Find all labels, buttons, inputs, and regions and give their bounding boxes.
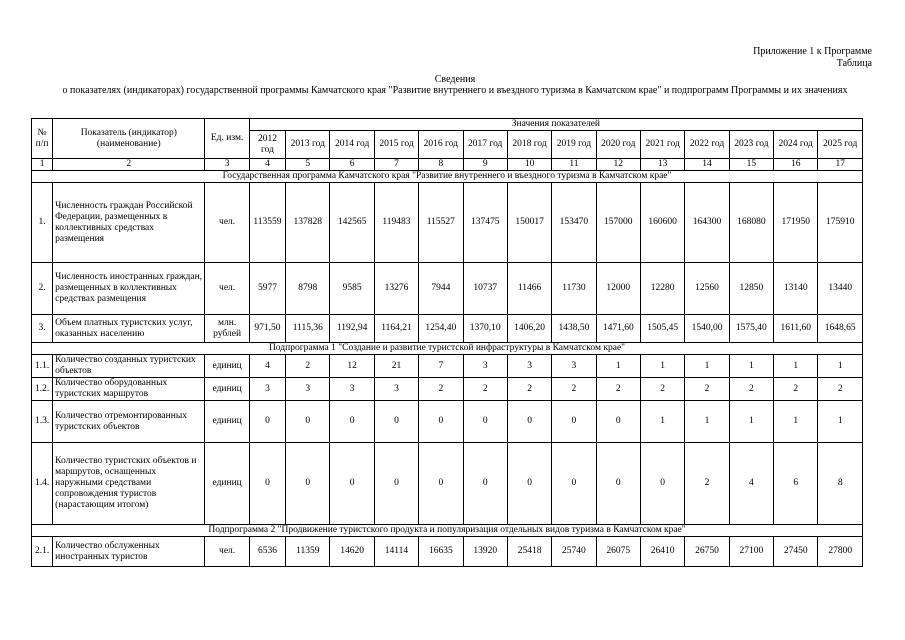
row-value: 1648,65 <box>818 315 863 343</box>
row-value: 12000 <box>596 263 640 315</box>
row-value: 16635 <box>419 537 463 567</box>
row-value: 12 <box>330 355 374 378</box>
row-value: 12280 <box>640 263 684 315</box>
row-value: 0 <box>374 443 418 525</box>
row-value: 12560 <box>685 263 729 315</box>
row-value: 21 <box>374 355 418 378</box>
row-num: 1.1. <box>32 355 53 378</box>
row-value: 2 <box>463 378 507 401</box>
row-value: 171950 <box>774 183 818 263</box>
row-value: 0 <box>507 443 551 525</box>
row-value: 27100 <box>729 537 773 567</box>
row-value: 1115,36 <box>286 315 330 343</box>
row-value: 3 <box>552 355 596 378</box>
row-value: 1 <box>596 355 640 378</box>
row-value: 150017 <box>507 183 551 263</box>
row-value: 1611,60 <box>774 315 818 343</box>
row-value: 2 <box>774 378 818 401</box>
table-row <box>32 401 863 443</box>
row-value: 0 <box>374 401 418 443</box>
row-value: 2 <box>818 378 863 401</box>
document-header <box>753 46 872 70</box>
header-row <box>32 119 863 131</box>
row-value: 0 <box>463 443 507 525</box>
table-row <box>32 537 863 567</box>
header-year: 2020 год <box>596 131 640 159</box>
row-indicator-name: Количество обслуженных иностранных туристов <box>53 537 205 567</box>
row-value: 1254,40 <box>419 315 463 343</box>
section-row <box>32 343 863 355</box>
row-num: 1. <box>32 183 53 263</box>
row-indicator-name: Количество отремонтированных туристских объектов <box>53 401 205 443</box>
row-value: 0 <box>249 401 285 443</box>
row-value: 1406,20 <box>507 315 551 343</box>
row-value: 14620 <box>330 537 374 567</box>
row-num: 1.4. <box>32 443 53 525</box>
row-num: 3. <box>32 315 53 343</box>
row-value: 4 <box>249 355 285 378</box>
row-value: 9585 <box>330 263 374 315</box>
column-number: 12 <box>596 159 640 171</box>
column-number: 16 <box>774 159 818 171</box>
row-value: 1438,50 <box>552 315 596 343</box>
header-year: 2016 год <box>419 131 463 159</box>
row-value: 1471,60 <box>596 315 640 343</box>
section-row <box>32 171 863 183</box>
row-num: 2. <box>32 263 53 315</box>
row-indicator-name: Численность граждан Российской Федерации, размещенных в коллективных средствах размещения <box>53 183 205 263</box>
table-row <box>32 443 863 525</box>
row-value: 14114 <box>374 537 418 567</box>
row-value: 1540,00 <box>685 315 729 343</box>
row-value: 1 <box>685 401 729 443</box>
row-value: 1 <box>774 401 818 443</box>
row-unit: единиц <box>205 378 249 401</box>
header-year: 2012 год <box>249 131 285 159</box>
row-value: 26750 <box>685 537 729 567</box>
row-indicator-name: Количество оборудованных туристских маршрутов <box>53 378 205 401</box>
row-value: 0 <box>286 443 330 525</box>
row-value: 0 <box>596 443 640 525</box>
column-number: 5 <box>286 159 330 171</box>
row-value: 1 <box>640 401 684 443</box>
table-row <box>32 355 863 378</box>
row-value: 142565 <box>330 183 374 263</box>
row-value: 6 <box>774 443 818 525</box>
row-indicator-name: Численность иностранных граждан, размещенных в коллективных средствах размещения <box>53 263 205 315</box>
row-value: 3 <box>249 378 285 401</box>
row-value: 0 <box>552 443 596 525</box>
row-value: 1164,21 <box>374 315 418 343</box>
column-number: 17 <box>818 159 863 171</box>
table-row <box>32 315 863 343</box>
header-year: 2022 год <box>685 131 729 159</box>
section-title: Подпрограмма 1 "Создание и развитие туристской инфраструктуры в Камчатском крае" <box>32 343 863 355</box>
row-value: 13140 <box>774 263 818 315</box>
row-value: 3 <box>507 355 551 378</box>
row-unit: единиц <box>205 401 249 443</box>
row-value: 25418 <box>507 537 551 567</box>
row-value: 2 <box>685 378 729 401</box>
row-value: 119483 <box>374 183 418 263</box>
row-value: 3 <box>463 355 507 378</box>
row-value: 1 <box>685 355 729 378</box>
caption-title: Сведения <box>434 74 476 85</box>
row-value: 12850 <box>729 263 773 315</box>
row-indicator-name: Объем платных туристских услуг, оказанных населению <box>53 315 205 343</box>
row-value: 11359 <box>286 537 330 567</box>
row-value: 157000 <box>596 183 640 263</box>
row-value: 13440 <box>818 263 863 315</box>
row-value: 1 <box>729 355 773 378</box>
row-unit: чел. <box>205 183 249 263</box>
row-value: 2 <box>507 378 551 401</box>
row-value: 0 <box>463 401 507 443</box>
table-row <box>32 183 863 263</box>
section-title: Государственная программа Камчатского края "Развитие внутреннего и въездного туризма в Камчатском крае" <box>32 171 863 183</box>
row-value: 1 <box>729 401 773 443</box>
row-value: 113559 <box>249 183 285 263</box>
column-numbers-row <box>32 159 863 171</box>
table-row <box>32 378 863 401</box>
row-unit: единиц <box>205 443 249 525</box>
column-number: 15 <box>729 159 773 171</box>
section-title: Подпрограмма 2 "Продвижение туристского продукта и популяризация отдельных видов туризма в Камчатском крае" <box>32 525 863 537</box>
row-value: 1 <box>640 355 684 378</box>
header-year: 2013 год <box>286 131 330 159</box>
row-value: 26075 <box>596 537 640 567</box>
row-value: 1 <box>818 355 863 378</box>
row-value: 137828 <box>286 183 330 263</box>
row-unit: единиц <box>205 355 249 378</box>
row-value: 0 <box>286 401 330 443</box>
row-value: 7 <box>419 355 463 378</box>
row-value: 0 <box>419 401 463 443</box>
table-row <box>32 263 863 315</box>
row-value: 3 <box>374 378 418 401</box>
header-year: 2021 год <box>640 131 684 159</box>
row-value: 13276 <box>374 263 418 315</box>
row-value: 25740 <box>552 537 596 567</box>
row-num: 2.1. <box>32 537 53 567</box>
header-year: 2017 год <box>463 131 507 159</box>
row-value: 1370,10 <box>463 315 507 343</box>
header-unit: Ед. изм. <box>205 119 249 159</box>
row-value: 0 <box>330 401 374 443</box>
row-value: 11730 <box>552 263 596 315</box>
row-value: 1505,45 <box>640 315 684 343</box>
column-number: 2 <box>53 159 205 171</box>
row-value: 0 <box>552 401 596 443</box>
row-value: 160600 <box>640 183 684 263</box>
row-value: 2 <box>685 443 729 525</box>
row-value: 1192,94 <box>330 315 374 343</box>
row-value: 5977 <box>249 263 285 315</box>
row-value: 164300 <box>685 183 729 263</box>
row-value: 168080 <box>729 183 773 263</box>
column-number: 4 <box>249 159 285 171</box>
header-year: 2024 год <box>774 131 818 159</box>
header-year: 2023 год <box>729 131 773 159</box>
row-value: 2 <box>419 378 463 401</box>
row-value: 971,50 <box>249 315 285 343</box>
row-unit: чел. <box>205 263 249 315</box>
appendix-label: Приложение 1 к Программе <box>753 46 872 57</box>
section-row <box>32 525 863 537</box>
row-value: 8 <box>818 443 863 525</box>
caption-subtitle: о показателях (индикаторах) государственной программы Камчатского края "Развитие внутреннего и въездного туризма в Камчатском крае" и подпрограмм Программы и их значениях <box>62 85 848 96</box>
header-year: 2019 год <box>552 131 596 159</box>
header-indicator: Показатель (индикатор) (наименование) <box>53 119 205 159</box>
header-year: 2025 год <box>818 131 863 159</box>
row-unit: чел. <box>205 537 249 567</box>
row-value: 2 <box>640 378 684 401</box>
row-value: 6536 <box>249 537 285 567</box>
row-value: 153470 <box>552 183 596 263</box>
header-values-group: Значения показателей <box>249 119 862 131</box>
column-number: 1 <box>32 159 53 171</box>
row-value: 13920 <box>463 537 507 567</box>
header-year: 2014 год <box>330 131 374 159</box>
row-value: 27450 <box>774 537 818 567</box>
row-value: 4 <box>729 443 773 525</box>
row-value: 0 <box>507 401 551 443</box>
indicators-table <box>31 118 863 567</box>
row-indicator-name: Количество туристских объектов и маршрутов, оснащенных наружными средствами сопровождения туристов (нарастающим итогом) <box>53 443 205 525</box>
row-value: 3 <box>286 378 330 401</box>
row-value: 10737 <box>463 263 507 315</box>
row-value: 0 <box>330 443 374 525</box>
column-number: 8 <box>419 159 463 171</box>
header-year: 2015 год <box>374 131 418 159</box>
column-number: 7 <box>374 159 418 171</box>
row-value: 27800 <box>818 537 863 567</box>
row-value: 115527 <box>419 183 463 263</box>
column-number: 9 <box>463 159 507 171</box>
row-value: 11466 <box>507 263 551 315</box>
table-label: Таблица <box>836 58 872 69</box>
row-value: 2 <box>729 378 773 401</box>
document-caption <box>40 74 870 96</box>
row-value: 2 <box>552 378 596 401</box>
column-number: 10 <box>507 159 551 171</box>
row-value: 175910 <box>818 183 863 263</box>
row-unit: млн. рублей <box>205 315 249 343</box>
row-num: 1.2. <box>32 378 53 401</box>
row-value: 0 <box>596 401 640 443</box>
column-number: 13 <box>640 159 684 171</box>
row-value: 1575,40 <box>729 315 773 343</box>
row-value: 137475 <box>463 183 507 263</box>
row-value: 0 <box>249 443 285 525</box>
row-value: 1 <box>774 355 818 378</box>
row-value: 2 <box>596 378 640 401</box>
header-year: 2018 год <box>507 131 551 159</box>
row-value: 0 <box>640 443 684 525</box>
header-num: № п/п <box>32 119 53 159</box>
row-value: 3 <box>330 378 374 401</box>
column-number: 14 <box>685 159 729 171</box>
row-value: 7944 <box>419 263 463 315</box>
row-value: 8798 <box>286 263 330 315</box>
row-value: 1 <box>818 401 863 443</box>
column-number: 11 <box>552 159 596 171</box>
row-num: 1.3. <box>32 401 53 443</box>
column-number: 3 <box>205 159 249 171</box>
row-value: 0 <box>419 443 463 525</box>
column-number: 6 <box>330 159 374 171</box>
row-value: 26410 <box>640 537 684 567</box>
row-indicator-name: Количество созданных туристских объектов <box>53 355 205 378</box>
row-value: 2 <box>286 355 330 378</box>
